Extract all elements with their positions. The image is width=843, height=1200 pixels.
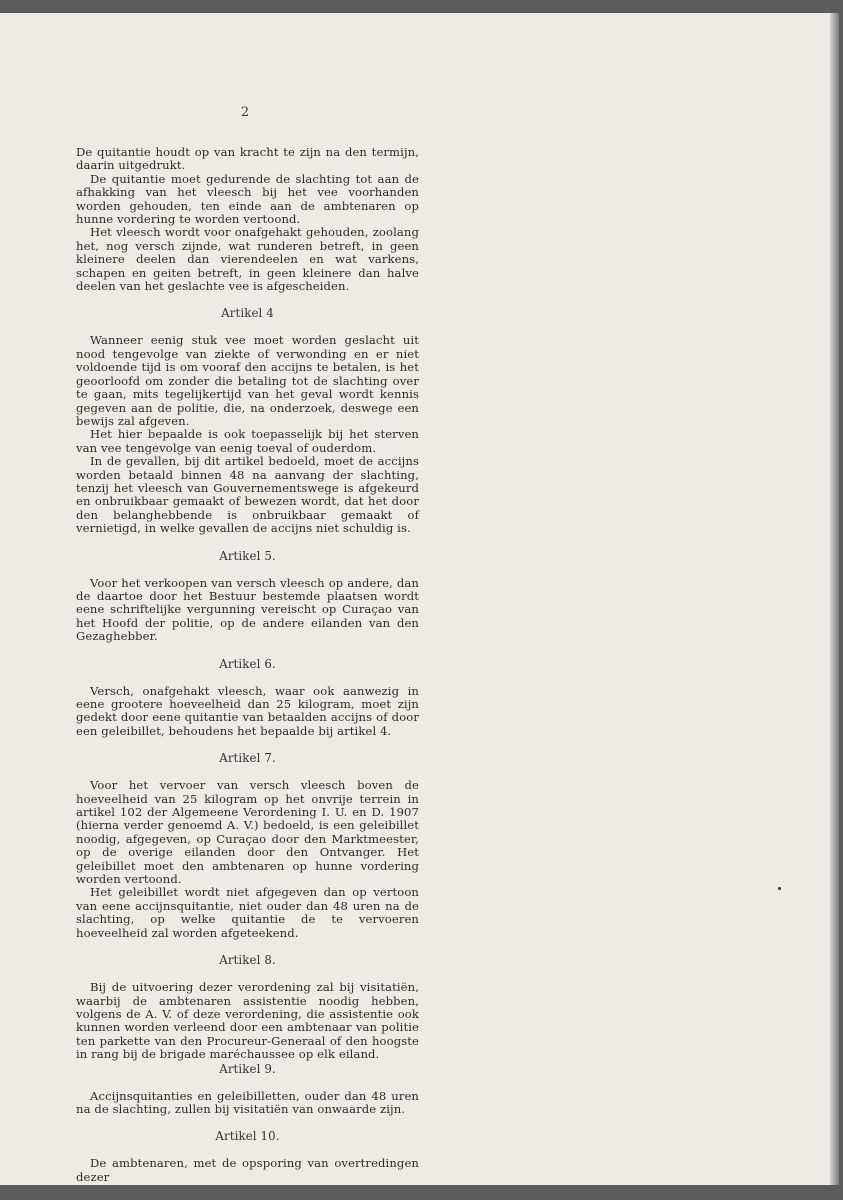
page-edge-shadow <box>830 13 839 1185</box>
article-4-paragraph-2: Het hier bepaalde is ook toepasselijk bij het sterven van vee tengevolge van eenig toeval of ouderdom. <box>76 427 419 455</box>
article-7-heading: Artikel 7. <box>219 751 276 766</box>
article-8-paragraph-1: Bij de uitvoering dezer verordening zal bij visitatiën, waarbij de ambtenaren assistentie noodig hebben, volgens de A. V. of deze verordening, die assistentie ook kunnen worden verleend door een ambtenaar van politie ten parkette van den Procureur-Generaal of den hoogste in rang bij de brigade maréchaussee op elk eiland. <box>76 980 419 1062</box>
document-page <box>0 13 830 1185</box>
article-9-paragraph-1: Accijnsquitanties en geleibilletten, ouder dan 48 uren na de slachting, zullen bij visitatiën van onwaarde zijn. <box>76 1088 419 1116</box>
paper-speck <box>778 887 781 890</box>
intro-paragraph-3: Het vleesch wordt voor onafgehakt gehouden, zoolang het, nog versch zijnde, wat runderen betreft, in geen kleinere deelen dan vierendeelen en wat varkens, schapen en geiten betreft, in geen kleinere dan halve deelen van het geslachte vee is afgescheiden. <box>76 225 419 294</box>
article-7-paragraph-2: Het geleibillet wordt niet afgegeven dan op vertoon van eene accijnsquitantie, niet ouder dan 48 uren na de slachting, op welke quitantie de te vervoeren hoeveelheid zal worden afgeteekend. <box>76 885 419 940</box>
article-7-paragraph-1: Voor het vervoer van versch vleesch boven de hoeveelheid van 25 kilogram op het onvrije terrein in artikel 102 der Algemeene Verordening I. U. en D. 1907 (hierna verder genoemd A. V.) bedoeld, is een geleibillet noodig, afgegeven, op Curaçao door den Marktmeester, op de overige eilanden door den Ontvanger. Het geleibillet moet den ambtenaren op hunne vordering worden vertoond. <box>76 778 419 887</box>
article-5-heading: Artikel 5. <box>219 548 276 563</box>
article-4-heading: Artikel 4 <box>221 306 274 321</box>
page-number: 2 <box>240 105 250 120</box>
article-4-paragraph-3: In de gevallen, bij dit artikel bedoeld, moet de accijns worden betaald binnen 48 na aanvang der slachting, tenzij het vleesch van Gouvernementswege is afgekeurd en onbruikbaar gemaakt of bewezen wordt, dat het door den belanghebbende is onbruikbaar gemaakt of vernietigd, in welke gevallen de accijns niet schuldig is. <box>76 454 419 536</box>
article-6-heading: Artikel 6. <box>219 656 276 671</box>
article-10-paragraph-1: De ambtenaren, met de opsporing van overtredingen dezer <box>76 1156 419 1184</box>
article-10-heading: Artikel 10. <box>215 1129 280 1144</box>
article-9-heading: Artikel 9. <box>219 1061 276 1076</box>
intro-paragraph-2: De quitantie moet gedurende de slachting tot aan de afhakking van het vleesch bij het vee voorhanden worden gehouden, ten einde aan de ambtenaren op hunne vordering te worden vertoond. <box>76 171 419 227</box>
intro-paragraph-1: De quitantie houdt op van kracht te zijn na den termijn, daarin uitgedrukt. <box>76 145 419 173</box>
article-4-paragraph-1: Wanneer eenig stuk vee moet worden geslacht uit nood tengevolge van ziekte of verwonding en er niet voldoende tijd is om vooraf den accijns te betalen, is het geoorloofd om zonder die betaling tot de slachting over te gaan, mits tegelijkertijd van het geval wordt kennis gegeven aan de politie, die, na onderzoek, deswege een bewijs zal afgeven. <box>76 333 419 428</box>
document-body <box>76 146 419 1184</box>
article-5-paragraph-1: Voor het verkoopen van versch vleesch op andere, dan de daartoe door het Bestuur bestemde plaatsen wordt eene schriftelijke vergunning vereischt op Curaçao van het Hoofd der politie, op de andere eilanden van den Gezaghebber. <box>76 575 419 644</box>
article-8-heading: Artikel 8. <box>219 953 276 968</box>
article-6-paragraph-1: Versch, onafgehakt vleesch, waar ook aanwezig in eene grootere hoeveelheid dan 25 kilogram, moet zijn gedekt door eene quitantie van betaalden accijns of door een geleibillet, behoudens het bepaalde bij artikel 4. <box>76 683 419 738</box>
